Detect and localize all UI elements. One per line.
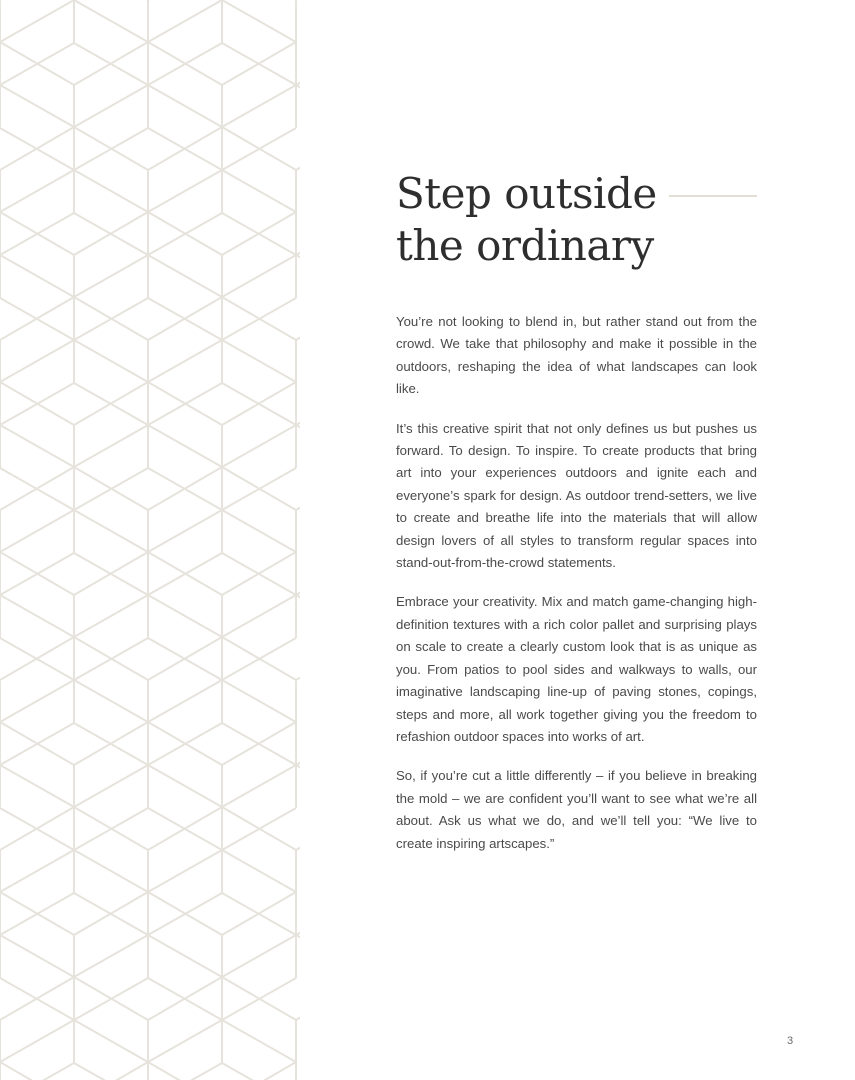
pattern-line xyxy=(74,85,148,127)
pattern-line xyxy=(296,807,300,850)
pattern-line xyxy=(222,1062,296,1080)
pattern-line xyxy=(222,1020,296,1062)
paragraph-2: It’s this creative spirit that not only defines us but pushes us forward. To design. To inspire. To create products that bring art into your experiences outdoors and ignite each and everyone’s spark for design. As outdoor trend-setters, we live to create and breathe life into the materials that will allow design lovers of all styles to transform regular spaces into stand-out-from-the-crowd statements. xyxy=(396,420,757,571)
pattern-line xyxy=(0,85,74,127)
heading-rule xyxy=(669,195,757,197)
body-text xyxy=(396,311,757,872)
pattern-line xyxy=(0,1062,74,1080)
heading-line-2 xyxy=(396,220,757,272)
pattern-line xyxy=(0,850,74,892)
pattern-line xyxy=(222,255,296,297)
pattern-line xyxy=(148,765,222,807)
cube-pattern-graphic xyxy=(0,0,300,1080)
pattern-line xyxy=(148,1062,222,1080)
pattern-line xyxy=(222,935,296,977)
pattern-line xyxy=(74,935,148,977)
pattern-line xyxy=(74,255,148,297)
pattern-line xyxy=(296,467,300,510)
pattern-line xyxy=(222,85,296,127)
pattern-line xyxy=(148,255,222,297)
pattern-line xyxy=(0,425,74,467)
pattern-line xyxy=(296,127,300,170)
pattern-line xyxy=(148,340,222,382)
paragraph-4: So, if you’re cut a little differently – if you believe in breaking the mold – we are confident you’ll want to see what we’re all about. Ask us what we do, and we’ll tell you: “We live to create inspiring artscapes.” xyxy=(396,768,757,851)
pattern-line xyxy=(148,935,222,977)
pattern-line xyxy=(0,1063,74,1080)
pattern-line xyxy=(74,1020,148,1062)
pattern-line xyxy=(74,595,148,637)
pattern-line xyxy=(0,1020,74,1062)
pattern-line xyxy=(74,1063,148,1080)
pattern-line xyxy=(148,680,222,722)
heading-text-line-1: Step outside xyxy=(396,169,657,218)
pattern-line xyxy=(222,1063,296,1080)
pattern-line xyxy=(0,765,74,807)
pattern-line xyxy=(222,425,296,467)
pattern-line xyxy=(0,170,74,212)
pattern-line xyxy=(148,510,222,552)
heading-block xyxy=(396,168,757,272)
pattern-line xyxy=(0,680,74,722)
heading-text-line-2: the ordinary xyxy=(396,221,654,270)
pattern-line xyxy=(0,340,74,382)
pattern-line xyxy=(296,637,300,680)
pattern-line xyxy=(74,850,148,892)
pattern-line xyxy=(148,850,222,892)
page-number: 3 xyxy=(786,1035,794,1047)
pattern-line xyxy=(0,0,74,42)
pattern-line xyxy=(148,170,222,212)
pattern-line xyxy=(0,935,74,977)
pattern-line xyxy=(222,510,296,552)
pattern-line xyxy=(74,765,148,807)
paragraph-1: You’re not looking to blend in, but rather stand out from the crowd. We take that philosophy and make it possible in the outdoors, reshaping the idea of what landscapes can look like. xyxy=(396,314,757,397)
pattern-line xyxy=(222,0,296,42)
heading-line-1 xyxy=(396,168,757,220)
pattern-line xyxy=(74,510,148,552)
pattern-line xyxy=(296,297,300,340)
pattern-line xyxy=(148,85,222,127)
pattern-line xyxy=(0,595,74,637)
pattern-line xyxy=(148,1020,222,1062)
pattern-line xyxy=(74,425,148,467)
pattern-line xyxy=(74,170,148,212)
pattern-line xyxy=(74,0,148,42)
pattern-line xyxy=(74,340,148,382)
pattern-line xyxy=(148,0,222,42)
pattern-line xyxy=(222,170,296,212)
pattern-line xyxy=(222,850,296,892)
pattern-line xyxy=(148,1063,222,1080)
pattern-line xyxy=(222,340,296,382)
pattern-line xyxy=(296,977,300,1020)
pattern-line xyxy=(222,765,296,807)
pattern-line xyxy=(222,595,296,637)
paragraph-3: Embrace your creativity. Mix and match game-changing high-definition textures with a rich color pallet and surprising plays on scale to create a clearly custom look that is as unique as you. From patios to pool sides and walkways to walls, our imaginative landscaping line-up of paving stones, copings, steps and more, all work together giving you the freedom to refashion outdoor spaces into works of art. xyxy=(396,594,757,744)
pattern-line xyxy=(74,680,148,722)
pattern-line xyxy=(0,510,74,552)
pattern-line xyxy=(74,1062,148,1080)
pattern-line xyxy=(0,255,74,297)
pattern-line xyxy=(222,680,296,722)
pattern-line xyxy=(148,595,222,637)
pattern-line xyxy=(148,425,222,467)
